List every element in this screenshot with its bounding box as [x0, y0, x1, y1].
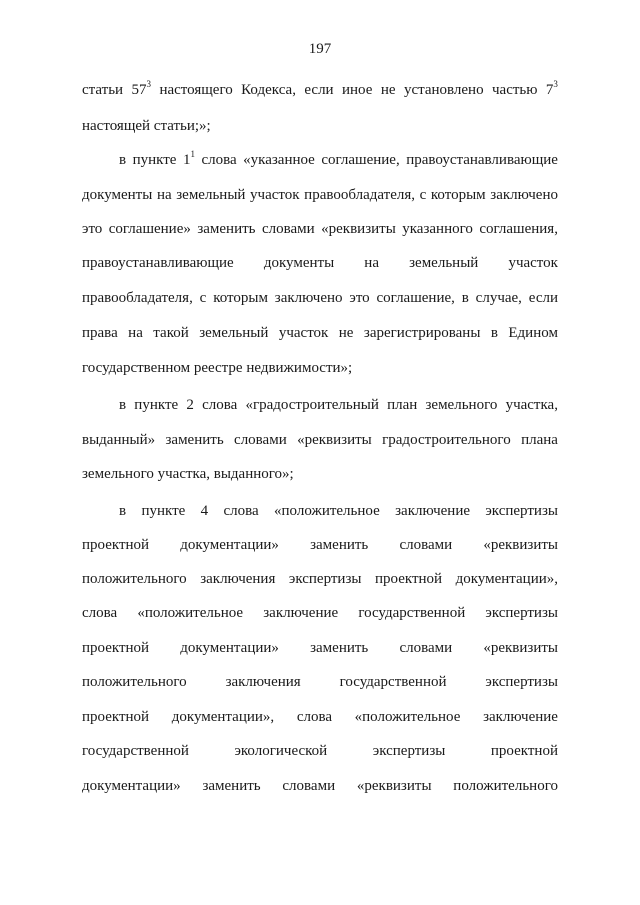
word: проектной: [490, 743, 558, 759]
word: Едином: [508, 325, 558, 341]
word: государственной: [82, 743, 189, 759]
word: экспертизы: [288, 571, 362, 587]
word: слова: [202, 397, 238, 413]
word: экспертизы: [372, 743, 446, 759]
word: государственной: [339, 674, 447, 690]
word: земельного: [425, 397, 498, 413]
word: документации»: [180, 640, 279, 656]
word: частью: [492, 82, 538, 98]
word: «положительное: [274, 503, 380, 519]
word: с: [199, 290, 207, 306]
word: слова: [223, 503, 259, 519]
word: 4: [200, 503, 209, 519]
word: заключение: [263, 605, 339, 621]
word: статьи: [82, 82, 124, 98]
text-line: [82, 741, 558, 761]
word: такой: [153, 325, 189, 341]
word: положительного: [82, 571, 187, 587]
word: градостроительного: [382, 432, 511, 448]
line-text: государственном реестре недвижимости»;: [82, 360, 353, 376]
word: если: [528, 290, 558, 306]
word: проектной: [374, 571, 443, 587]
word: заменить: [165, 432, 224, 448]
text-line: [82, 535, 558, 555]
text-line: [82, 638, 558, 658]
word: зарегистрированы: [363, 325, 481, 341]
word: в: [490, 325, 498, 341]
word: заменить: [197, 221, 256, 237]
word: заключение: [483, 709, 558, 725]
word: документы: [82, 187, 153, 203]
word: заключения: [200, 571, 276, 587]
text-line: [82, 253, 558, 273]
word: на: [156, 187, 172, 203]
word: в: [119, 503, 127, 519]
word: положительного: [453, 778, 558, 794]
word: словами: [261, 221, 315, 237]
word: Кодекса,: [241, 82, 296, 98]
word: случае,: [475, 290, 522, 306]
word: выданный»: [82, 432, 156, 448]
word: документации»,: [455, 571, 558, 587]
word: документации»: [180, 537, 279, 553]
word: не: [380, 82, 396, 98]
word: соглашения,: [479, 221, 558, 237]
text-line: [119, 395, 558, 415]
word: в: [119, 397, 127, 413]
word: не: [338, 325, 354, 341]
line-text: настоящей статьи;»;: [82, 118, 211, 134]
word: земельный: [409, 255, 479, 271]
word: соглашение»: [108, 221, 191, 237]
word: «положительное: [137, 605, 244, 621]
word: слова: [82, 605, 118, 621]
word: это: [82, 221, 103, 237]
word: проектной: [82, 709, 150, 725]
word: словами: [234, 432, 287, 448]
word: в: [461, 290, 469, 306]
word: заключено: [490, 187, 558, 203]
word: государственной: [358, 605, 466, 621]
word: документации»: [82, 778, 181, 794]
text-line: [82, 464, 558, 484]
word: экспертизы: [485, 674, 558, 690]
word: соглашение,: [321, 152, 400, 168]
text-line: [82, 776, 558, 796]
word: «реквизиты: [483, 640, 558, 656]
word: проектной: [82, 537, 150, 553]
word: словами: [282, 778, 336, 794]
word: слова: [201, 152, 237, 168]
text-line: [82, 219, 558, 239]
text-line: [82, 80, 558, 100]
text-line: [82, 358, 558, 378]
word: «реквизиты: [297, 432, 372, 448]
word: участка,: [505, 397, 558, 413]
word: словами: [399, 640, 453, 656]
word: слова: [296, 709, 332, 725]
word: иное: [342, 82, 373, 98]
word: экологической: [234, 743, 328, 759]
word: «указанное: [243, 152, 315, 168]
word: заключено: [274, 290, 343, 306]
word: земельный: [199, 325, 269, 341]
word: это: [349, 290, 370, 306]
word: которым: [430, 187, 486, 203]
text-line: [119, 501, 558, 521]
word: заменить: [202, 778, 261, 794]
text-line: [82, 603, 558, 623]
word: $1^1$: [182, 149, 195, 168]
text-line: [82, 672, 558, 692]
line-text: земельного участка, выданного»;: [82, 466, 294, 482]
word: заменить: [310, 537, 369, 553]
word: плана: [521, 432, 558, 448]
page-number: 197: [308, 41, 332, 57]
text-line: [119, 150, 558, 170]
word: проектной: [82, 640, 150, 656]
word: словами: [399, 537, 453, 553]
word: экспертизы: [485, 503, 558, 519]
word: пункте: [132, 152, 177, 168]
word: заключения: [225, 674, 301, 690]
word: правообладателя,: [304, 187, 415, 203]
word: заменить: [310, 640, 369, 656]
text-line: [82, 707, 558, 727]
text-line: [82, 569, 558, 589]
text-line: [82, 430, 558, 450]
word: на: [128, 325, 143, 341]
superscript: 1: [190, 149, 195, 159]
word: соглашение,: [376, 290, 455, 306]
word: заключение: [395, 503, 471, 519]
text-line: [82, 185, 558, 205]
superscript: 3: [146, 79, 152, 89]
word: установлено: [403, 82, 484, 98]
word: участок: [278, 325, 329, 341]
word: права: [82, 325, 118, 341]
word: $57^3$: [131, 79, 152, 98]
word: план: [387, 397, 418, 413]
word: пункте: [141, 503, 186, 519]
word: на: [364, 255, 379, 271]
word: «реквизиты: [321, 221, 396, 237]
text-line: [82, 323, 558, 343]
word: пункте: [134, 397, 179, 413]
word: правоустанавливающие: [406, 152, 558, 168]
word: правообладателя,: [82, 290, 193, 306]
word: правоустанавливающие: [82, 255, 234, 271]
word: 2: [186, 397, 194, 413]
word: экспертизы: [485, 605, 558, 621]
word: «градостроительный: [245, 397, 379, 413]
word: настоящего: [159, 82, 233, 98]
word: земельный: [176, 187, 246, 203]
word: указанного: [402, 221, 473, 237]
word: участок: [250, 187, 300, 203]
word: «положительное: [354, 709, 461, 725]
word: с: [419, 187, 427, 203]
text-line: [82, 288, 558, 308]
word: если: [304, 82, 334, 98]
word: документации»,: [171, 709, 275, 725]
word: которым: [213, 290, 268, 306]
superscript: 3: [553, 79, 558, 89]
word: в: [119, 152, 127, 168]
text-line: [82, 116, 558, 136]
word: «реквизиты: [483, 537, 558, 553]
word: участок: [508, 255, 558, 271]
word: положительного: [82, 674, 187, 690]
word: $7^3$: [545, 79, 558, 98]
word: документы: [263, 255, 335, 271]
word: «реквизиты: [356, 778, 432, 794]
